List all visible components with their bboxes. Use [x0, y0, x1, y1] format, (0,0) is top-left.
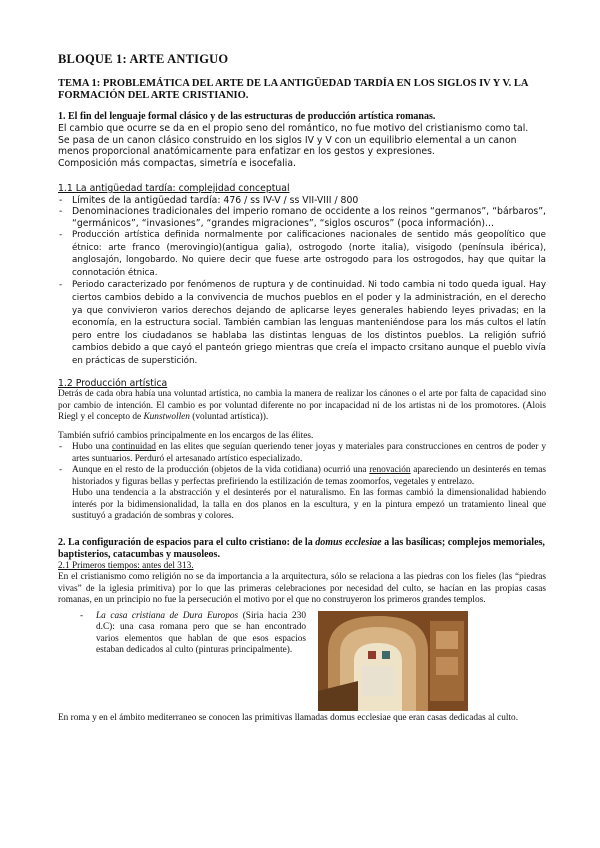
example-title: La casa cristiana de Dura Europos: [96, 610, 239, 621]
sub21-heading: 2.1 Primeros tiempos: antes del 313.: [58, 560, 194, 571]
kunstwollen-term: Kunstwollen: [143, 412, 190, 423]
theme-title: TEMA 1: PROBLEMÁTICA DEL ARTE DE LA ANTIGÜEDAD TARDÍA EN LOS SIGLOS IV Y V. LA FORMACIÓN DEL ARTE CRISTIANIO.: [58, 78, 528, 101]
section1-heading: 1. El fin del lenguaje formal clásico y de las estructuras de producción artística romanas.: [58, 111, 436, 122]
section1-paragraph: Composición más compactas, simetría e isocefalia.: [58, 157, 297, 169]
section2-heading: 2. La configuración de espacios para el culto cristiano: de la domus ecclesiae a las basílicas; complejos memoriales, baptisterios, catacumbas y mausoleos.: [58, 536, 545, 560]
list-item: - Hubo una continuidad en las elites que seguían queriendo tener joyas y materiales para construcciones en centros de poder y artes suntuarios. Perduró el artesanado artístico especializado.: [58, 442, 546, 465]
sub12-continuation: Hubo una tendencia a la abstracción y el desinterés por el naturalismo. En las formas cambió la dimensionalidad habiendo interés por la bidimensionalidad, la talla en dos planos en la escultura, y en la pintura empezó un tratamiento lineal que sustituyó a gradación de sombras y colores.: [72, 488, 546, 522]
section2-closing: En roma y en el ámbito mediterraneo se conocen las primitivas llamadas domus ecclesiae que eran casas dedicadas al culto.: [58, 712, 519, 723]
renovacion-term: renovación: [369, 465, 411, 476]
dura-europos-photo: [318, 611, 468, 711]
example-block: [58, 611, 546, 711]
sub12-intro: Detrás de cada obra había una voluntad artística, no cambia la manera de realizar los cánones o el arte por falta de capacidad sino por cambio de intención. El cambio es por voluntad diferente no por incapacidad ni de los artistas ni de los promotores. (Alois Riegl y el concepto de Kunstwollen (voluntad artística)).: [58, 389, 546, 423]
dura-europos-image: [318, 611, 468, 711]
list-item: - Producción artística definida normalmente por calificaciones nacionales de sentido más geopolítico que étnico: arte franco (merovingio)(antigua galia), ostrogodo (norte italia), visigodo (península ibérica), anglosajón, longobardo. No quiere decir que fuese arte ostrogodo para los ostrogodos, hay que quitar la connotación étnica.: [58, 229, 546, 279]
sub12-heading: 1.2 Producción artística: [58, 377, 168, 389]
sub12-changes-intro: También sufrió cambios principalmente en los encargos de las élites.: [58, 430, 314, 441]
sub12-list: [58, 442, 546, 488]
list-item: - Aunque en el resto de la producción (objetos de la vida cotidiana) ocurrió una renovación apareciendo un desinterés en temas historiados y figuras bellas y perfectas prefiriendo la estilización de temas zoomorfos, vegetales y entrelazo.: [58, 465, 546, 488]
section1-paragraph: Se pasa de un canon clásico construido en los siglos IV y V con un equilibrio elemental a un canon menos proporcional anatómicamente para enfatizar en los gestos y expresiones.: [58, 134, 517, 157]
list-item: - Denominaciones tradicionales del imperio romano de occidente a los reinos “germanos”, “bárbaros”, “germánicos”, “invasiones”, “grandes migraciones”, “siglos oscuros” (poca información)...: [58, 206, 546, 229]
section2-paragraph: En el cristianismo como religión no se da importancia a la arquitectura, sólo se relaciona a las piedras con los fieles (las “piedras vivas” de la iglesia primitiva) por lo que las primeras celebraciones por necesidad del culto, se hacían en las propias casas romanas, en un principio no fue la persecución el motivo por el que no construyeron los primeros grandes templos.: [58, 572, 546, 606]
sub11-list: [58, 195, 546, 368]
section1-paragraph: El cambio que ocurre se da en el propio seno del romántico, no fue motivo del cristianismo como tal.: [58, 123, 529, 134]
continuidad-term: continuidad: [111, 442, 156, 453]
document-page: [58, 52, 546, 724]
list-item: - Periodo caracterizado por fenómenos de ruptura y de continuidad. Ni todo cambia ni todo queda igual. Hay ciertos cambios debido a la convivencia de muchos pueblos en el poder y la administración, en el derecho ya que convivieron varios derechos dejando de aplicarse leyes generales habiendo leyes privadas; en la economía, en la estructura social. También cambian las lenguas manteniéndose para los más cultos el latín pero entre los ciudadanos se hablaba las distintas lenguas de los distintos pueblos. La religión sufrió cambios debido a que cayó el panteón griego mientras que creía el impacto crsitano aunque el pueblo vivía en prácticas de superstición.: [58, 279, 546, 367]
list-item: - Límites de la antigüedad tardía: 476 / ss IV-V / ss VII-VIII / 800: [58, 195, 546, 207]
sub11-heading: 1.1 La antigüedad tardía: complejidad conceptual: [58, 183, 290, 194]
block-title: BLOQUE 1: ARTE ANTIGUO: [58, 52, 229, 66]
example-text: - La casa cristiana de Dura Europos (Siria hacia 230 d.C): una casa romana pero que se han encontrado varios elementos que hablan de que esos espacios estaban dedicados al culto (pinturas principalmente).: [58, 611, 306, 657]
